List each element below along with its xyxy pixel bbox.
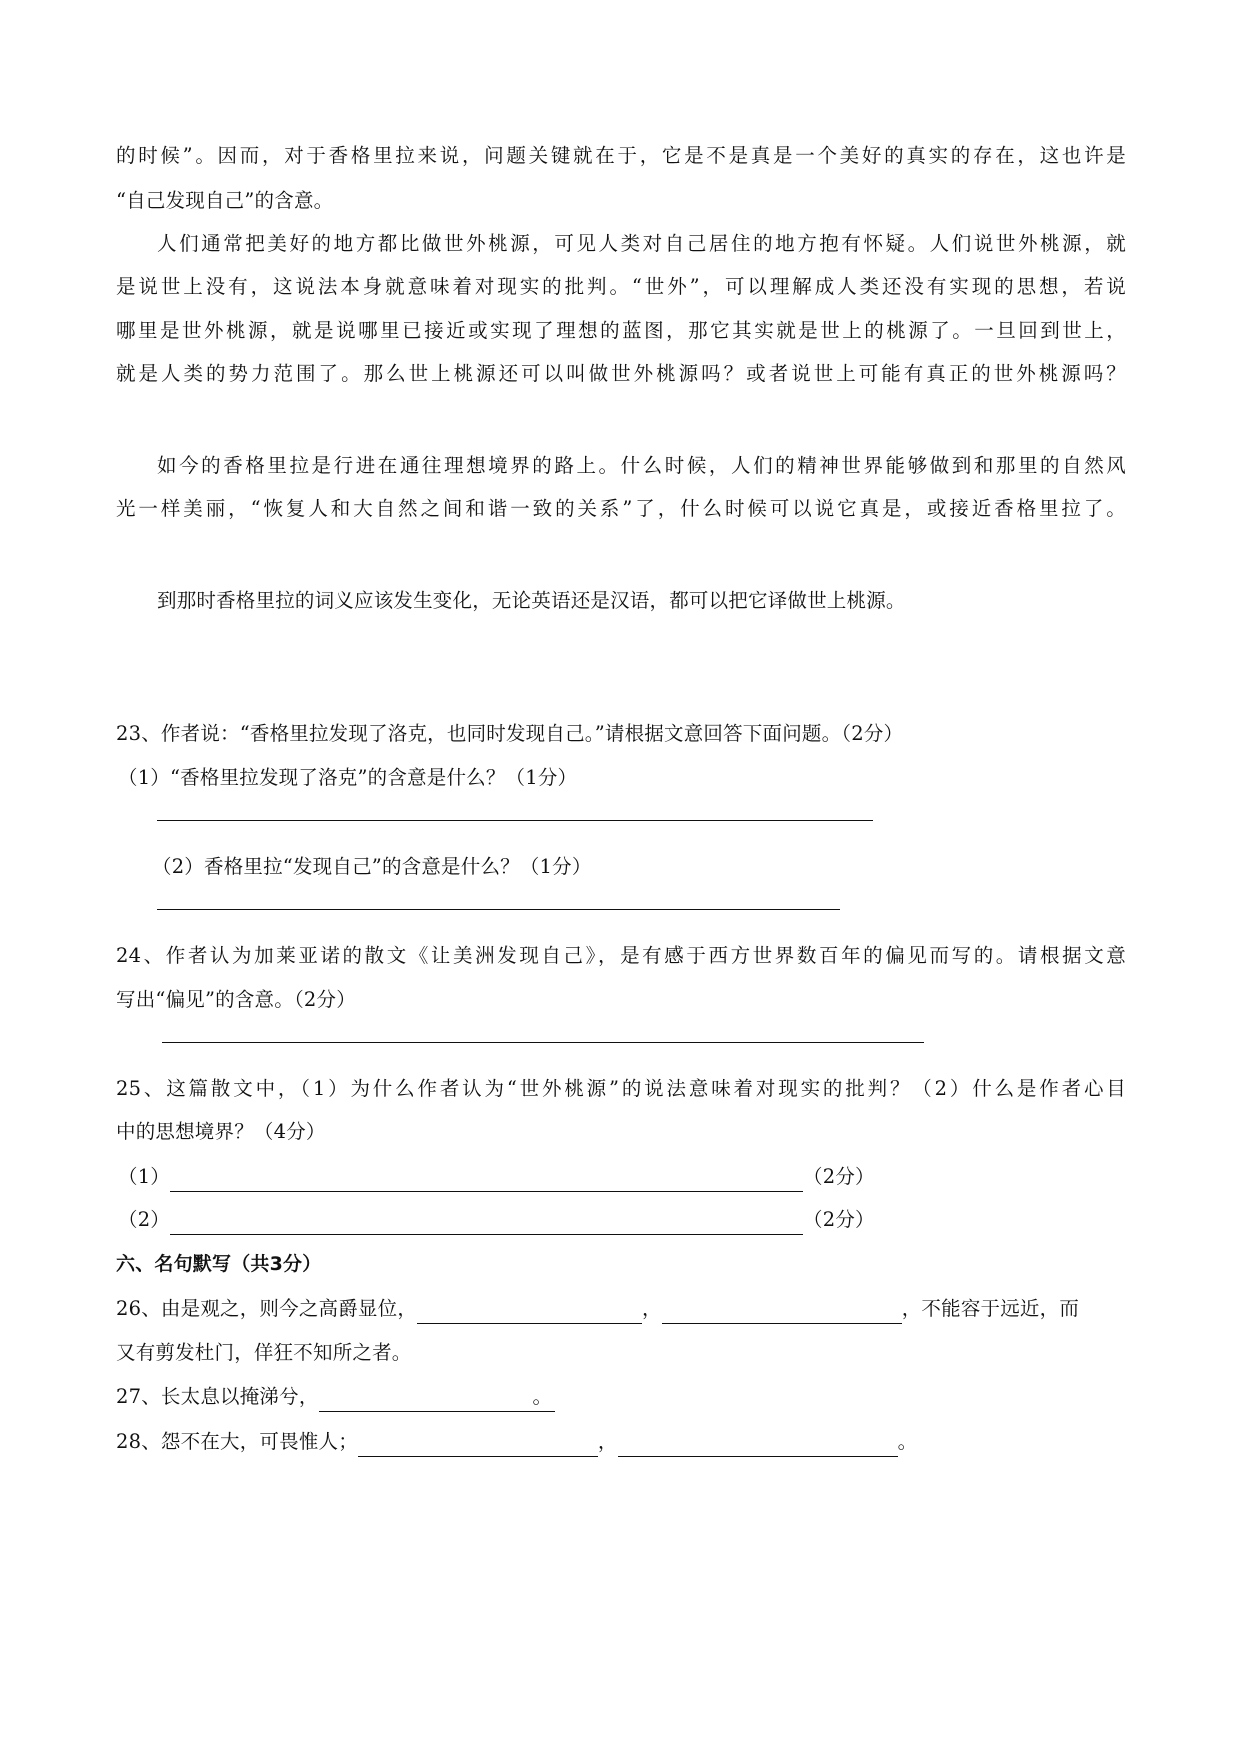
q26-part1: 26、由是观之，则今之高爵显位， <box>116 1297 418 1320</box>
question-23-2: （2）香格里拉“发现自己”的含意是什么？（1分） <box>152 855 592 878</box>
q26-sep: ， <box>642 1297 662 1320</box>
passage-line-3: 人们通常把美好的地方都比做世外桃源，可见人类对自己居住的地方抱有怀疑。人们说世外桃源，就 <box>157 232 1126 255</box>
answer-blank-28-1[interactable] <box>358 1434 598 1457</box>
passage-line-6: 就是人类的势力范围了。那么世上桃源还可以叫做世外桃源吗？或者说世上可能有真正的世外桃源吗？ <box>116 362 1126 385</box>
q25-b-prefix: （2） <box>118 1208 171 1231</box>
answer-line-24[interactable] <box>162 1042 924 1043</box>
question-25-answer-2 <box>118 1205 918 1235</box>
answer-blank-25-1[interactable] <box>170 1169 803 1192</box>
question-24-line-1: 24、作者认为加莱亚诺的散文《让美洲发现自己》，是有感于西方世界数百年的偏见而写的。请根据文意 <box>116 944 1126 967</box>
q25-a-prefix: （1） <box>118 1165 171 1188</box>
q28-suffix: 。 <box>897 1430 918 1453</box>
answer-line-23-1[interactable] <box>157 820 873 821</box>
question-26-line-1 <box>116 1294 1126 1324</box>
q27-suffix: 。 <box>532 1385 553 1408</box>
passage-line-1: 的时候”。因而，对于香格里拉来说，问题关键就在于，它是不是真是一个美好的真实的存在，这也许是 <box>116 144 1126 167</box>
question-23: 23、作者说：“香格里拉发现了洛克，也同时发现自己。”请根据文意回答下面问题。（2分） <box>116 722 904 745</box>
answer-blank-27[interactable] <box>319 1389 555 1412</box>
question-23-1: （1）“香格里拉发现了洛克”的含意是什么？（1分） <box>118 766 578 789</box>
passage-line-4: 是说世上没有，这说法本身就意味着对现实的批判。“世外”，可以理解成人类还没有实现的思想，若说 <box>116 275 1126 298</box>
answer-blank-26-2[interactable] <box>662 1301 902 1324</box>
question-25-answer-1 <box>118 1162 918 1192</box>
answer-line-23-2[interactable] <box>157 909 840 910</box>
q26-part2: ，不能容于远近，而 <box>901 1297 1080 1320</box>
question-25-line-1: 25、这篇散文中，（1）为什么作者认为“世外桃源”的说法意味着对现实的批判？（2）什么是作者心目 <box>116 1077 1126 1100</box>
question-26-line-2: 又有剪发杜门，佯狂不知所之者。 <box>116 1341 412 1364</box>
q27-prefix: 27、长太息以掩涕兮， <box>116 1385 319 1408</box>
question-24-line-2: 写出“偏见”的含意。（2分） <box>116 988 356 1011</box>
q25-b-suffix: （2分） <box>803 1208 875 1231</box>
question-28 <box>116 1427 1126 1457</box>
answer-blank-26-1[interactable] <box>417 1301 642 1324</box>
question-25-line-2: 中的思想境界？（4分） <box>116 1120 326 1143</box>
answer-blank-28-2[interactable] <box>618 1434 898 1457</box>
q25-a-suffix: （2分） <box>803 1165 875 1188</box>
passage-line-8: 光一样美丽，“恢复人和大自然之间和谐一致的关系”了，什么时候可以说它真是，或接近香格里拉了。 <box>116 497 1126 520</box>
passage-line-2: “自己发现自己”的含意。 <box>116 189 334 212</box>
q28-sep: ， <box>597 1430 618 1453</box>
passage-line-9: 到那时香格里拉的词义应该发生变化，无论英语还是汉语，都可以把它译做世上桃源。 <box>157 589 906 612</box>
q28-prefix: 28、怨不在大，可畏惟人； <box>116 1430 358 1453</box>
passage-line-7: 如今的香格里拉是行进在通往理想境界的路上。什么时候，人们的精神世界能够做到和那里的自然风 <box>157 454 1126 477</box>
section-6-heading: 六、名句默写（共3分） <box>116 1253 322 1275</box>
question-27 <box>116 1382 1126 1412</box>
answer-blank-25-2[interactable] <box>170 1212 803 1235</box>
passage-line-5: 哪里是世外桃源，就是说哪里已接近或实现了理想的蓝图，那它其实就是世上的桃源了。一旦回到世上， <box>116 319 1126 342</box>
